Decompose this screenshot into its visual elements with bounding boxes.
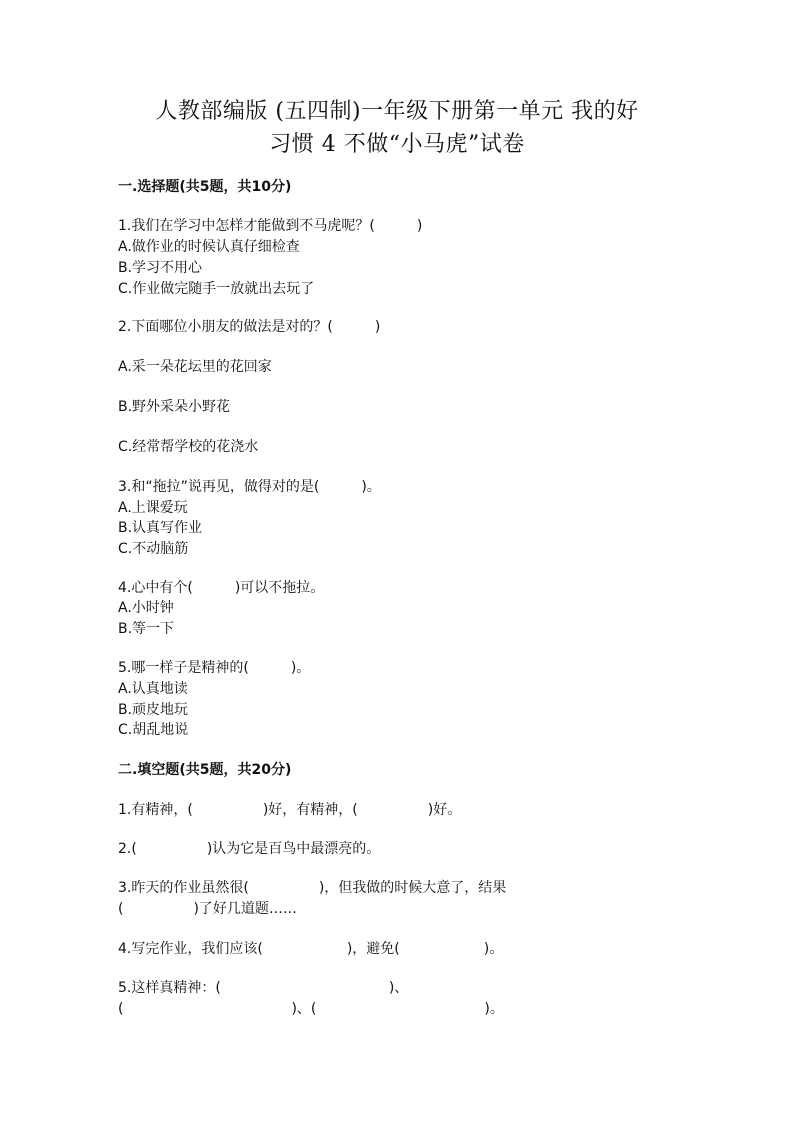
option-b: B.学习不用心 xyxy=(118,260,203,276)
fill-blank-question: 4.写完作业，我们应该( )，避免( )。 xyxy=(118,941,504,957)
option-a: A.做作业的时候认真仔细检查 xyxy=(118,239,300,255)
option-b: B.认真写作业 xyxy=(118,520,203,536)
question-stem: 3.和“拖拉”说再见，做得对的是( )。 xyxy=(118,479,381,495)
fill-blank-question: 5.这样真精神：( )、 xyxy=(118,980,409,996)
fill-blank-question: 3.昨天的作业虽然很( )，但我做的时候大意了，结果 xyxy=(118,880,507,896)
question-stem: 5.哪一样子是精神的( )。 xyxy=(118,660,311,676)
option-c: C.作业做完随手一放就出去玩了 xyxy=(118,281,315,297)
option-b: B.等一下 xyxy=(118,621,175,637)
option-a: A.小时钟 xyxy=(118,600,174,616)
question-stem: 2.下面哪位小朋友的做法是对的？( ) xyxy=(118,319,381,335)
option-a: A.采一朵花坛里的花回家 xyxy=(118,359,272,375)
option-b: B.顽皮地玩 xyxy=(118,702,189,718)
question-stem: 1.我们在学习中怎样才能做到不马虎呢？( ) xyxy=(118,218,423,234)
option-c: C.经常帮学校的花浇水 xyxy=(118,439,259,455)
option-a: A.上课爱玩 xyxy=(118,500,188,516)
option-a: A.认真地读 xyxy=(118,681,188,697)
option-c: C.胡乱地说 xyxy=(118,722,189,738)
section-heading-fill-blank: 二.填空题(共5题，共20分) xyxy=(118,762,292,778)
question-stem: 4.心中有个( )可以不拖拉。 xyxy=(118,580,325,596)
fill-blank-question: 2.( )认为它是百鸟中最漂亮的。 xyxy=(118,841,381,857)
document-title-line-2: 习惯 4 不做“小马虎”试卷 xyxy=(269,132,525,157)
option-b: B.野外采朵小野花 xyxy=(118,399,231,415)
option-c: C.不动脑筋 xyxy=(118,541,189,557)
document-title-line-1: 人教部编版 (五四制)一年级下册第一单元 我的好 xyxy=(155,99,639,124)
fill-blank-question-continuation: ( )了好几道题…… xyxy=(118,901,297,917)
section-heading-choice: 一.选择题(共5题，共10分) xyxy=(118,179,292,195)
fill-blank-question: 1.有精神，( )好，有精神，( )好。 xyxy=(118,802,462,818)
fill-blank-question-continuation: ( )、( )。 xyxy=(118,1001,504,1017)
